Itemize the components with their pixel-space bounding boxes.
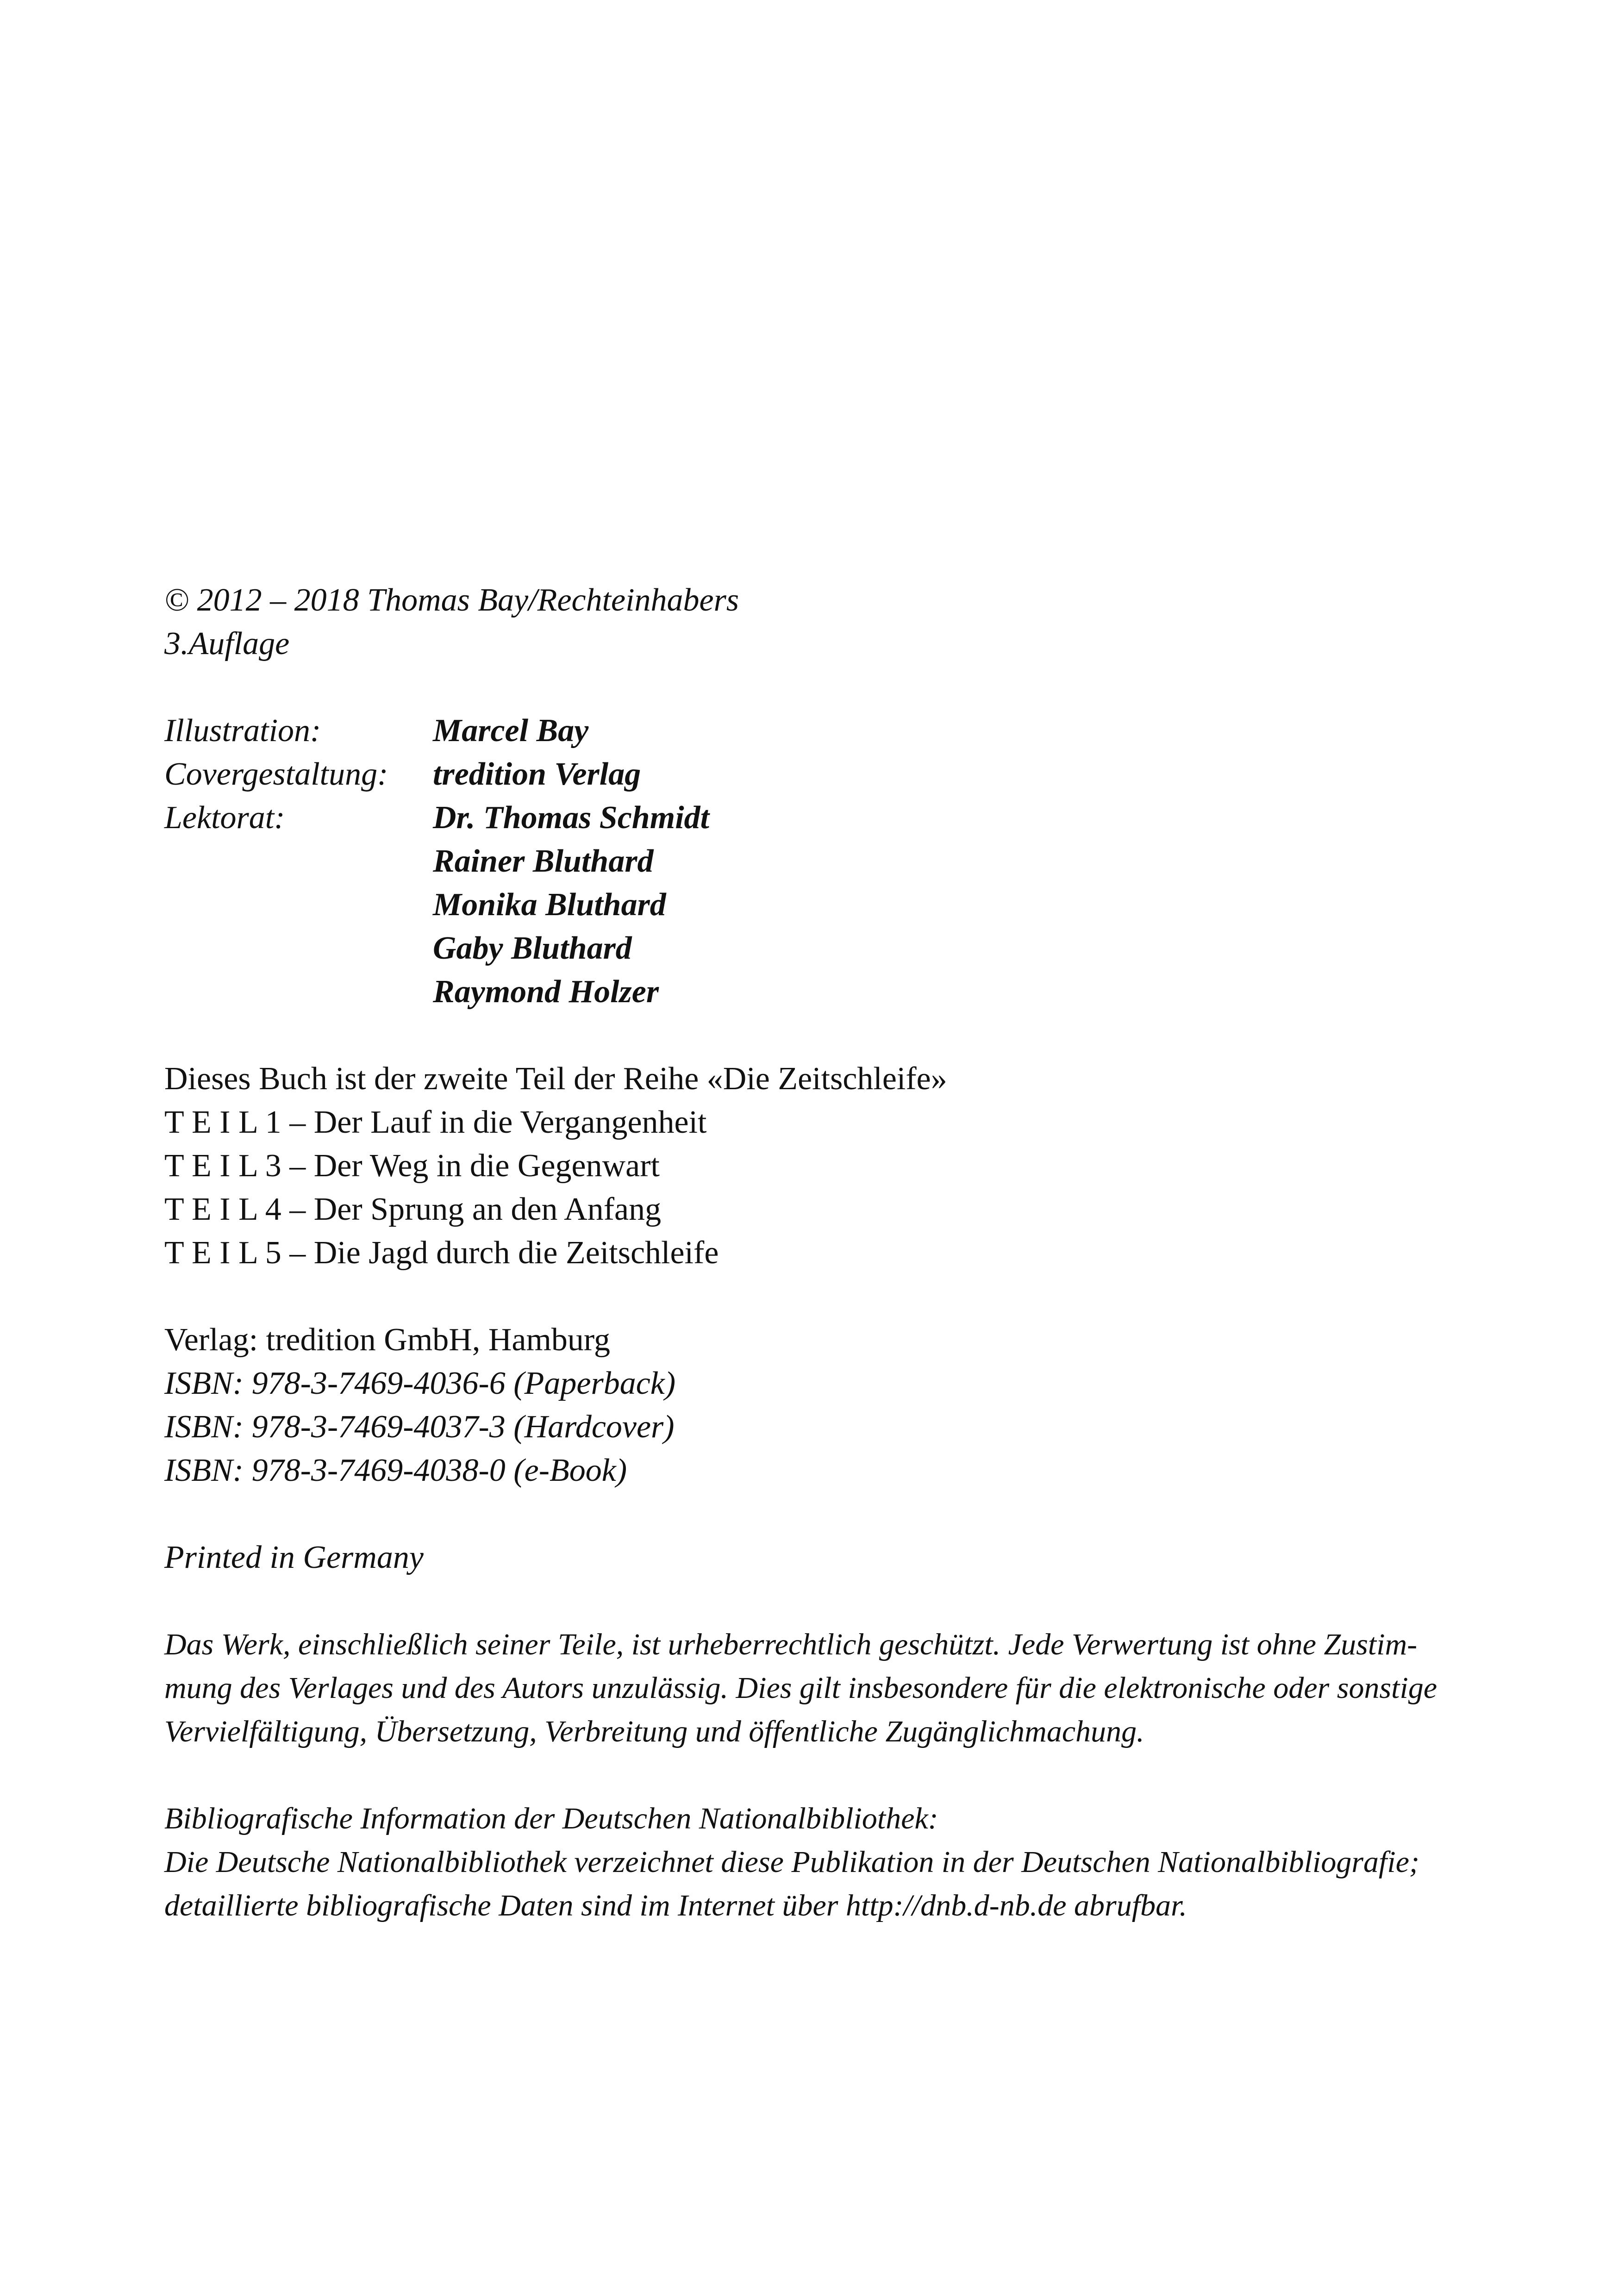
credits-block xyxy=(164,709,1488,1014)
credit-value-cover: tredition Verlag xyxy=(433,756,641,792)
edition-line: 3.Auflage xyxy=(164,626,290,661)
credit-label-lektorat: Lektorat: xyxy=(164,800,285,836)
credit-value-editor: Rainer Bluthard xyxy=(433,843,654,879)
credit-label-empty xyxy=(164,840,433,883)
bibliographic-heading: Bibliografische Information der Deutschen Nationalbibliothek: xyxy=(164,1802,938,1835)
bibliographic-info xyxy=(164,1797,1488,1928)
credit-value-editor: Gaby Bluthard xyxy=(433,930,632,966)
series-intro: Dieses Buch ist der zweite Teil der Reihe «Die Zeitschleife» xyxy=(164,1061,947,1097)
credit-label-illustration: Illustration: xyxy=(164,713,321,749)
series-part: T E I L 3 – Der Weg in die Gegenwart xyxy=(164,1148,660,1184)
credit-value-editor: Raymond Holzer xyxy=(433,974,659,1010)
series-part: T E I L 4 – Der Sprung an den Anfang xyxy=(164,1192,662,1227)
copyright-line: © 2012 – 2018 Thomas Bay/Rechteinhabers xyxy=(164,582,739,618)
series-part: T E I L 5 – Die Jagd durch die Zeitschleife xyxy=(164,1235,719,1271)
spacer xyxy=(164,1579,1488,1623)
imprint-page xyxy=(164,579,1488,1928)
publisher-line: Verlag: tredition GmbH, Hamburg xyxy=(164,1322,610,1358)
credit-label-empty xyxy=(164,883,433,927)
credit-value-illustrator: Marcel Bay xyxy=(433,713,589,749)
credit-value-editor: Dr. Thomas Schmidt xyxy=(433,800,710,836)
credit-label-empty xyxy=(164,927,433,970)
legal-notice-line: Vervielfältigung, Übersetzung, Verbreitung und öffentliche Zugänglichmachung. xyxy=(164,1715,1144,1748)
spacer xyxy=(164,1753,1488,1797)
series-part: T E I L 1 – Der Lauf in die Vergangenheit xyxy=(164,1104,707,1140)
legal-notice xyxy=(164,1623,1488,1753)
isbn-line: ISBN: 978-3-7469-4036-6 (Paperback) xyxy=(164,1366,676,1401)
spacer xyxy=(164,1492,1488,1536)
isbn-line: ISBN: 978-3-7469-4037-3 (Hardcover) xyxy=(164,1409,675,1445)
spacer xyxy=(164,666,1488,709)
legal-notice-line: mung des Verlages und des Autors unzulässig. Dies gilt insbesondere für die elektronische oder sonstige xyxy=(164,1671,1437,1705)
bibliographic-line: Die Deutsche Nationalbibliothek verzeichnet diese Publikation in der Deutschen Nationalbibliografie; xyxy=(164,1845,1419,1879)
spacer xyxy=(164,1275,1488,1318)
bibliographic-line: detaillierte bibliografische Daten sind im Internet über http://dnb.d-nb.de abrufbar. xyxy=(164,1889,1187,1922)
spacer xyxy=(164,1014,1488,1057)
printed-in: Printed in Germany xyxy=(164,1540,424,1575)
credit-value-editor: Monika Bluthard xyxy=(433,887,666,923)
isbn-line: ISBN: 978-3-7469-4038-0 (e-Book) xyxy=(164,1453,627,1488)
credit-label-empty xyxy=(164,970,433,1014)
credit-label-cover: Covergestaltung: xyxy=(164,756,388,792)
legal-notice-line: Das Werk, einschließlich seiner Teile, ist urheberrechtlich geschützt. Jede Verwertung ist ohne Zustim- xyxy=(164,1628,1418,1661)
